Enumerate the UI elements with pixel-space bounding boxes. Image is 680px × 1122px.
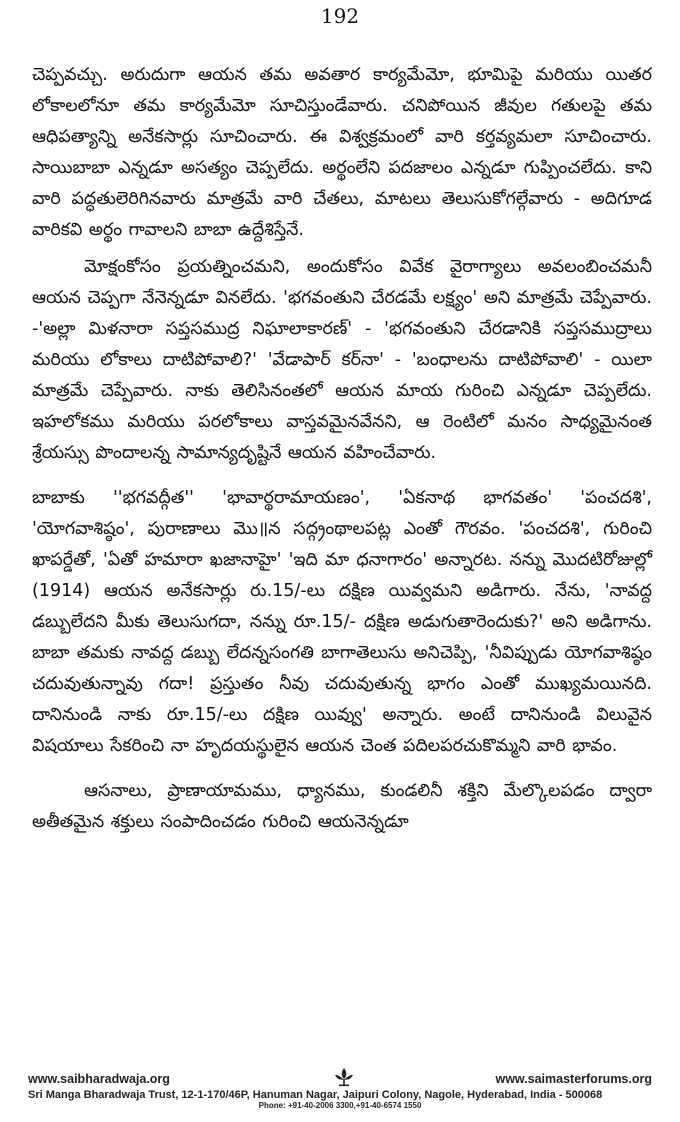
footer-website-left[interactable]: www.saibharadwaja.org [28,1072,170,1086]
footer-address: Sri Manga Bharadwaja Trust, 12-1-170/46P, Hanuman Nagar, Jaipuri Colony, Nagole, Hyderabad, India - 500068 [28,1089,603,1101]
footer-top-row [28,1072,652,1088]
footer-phone: Phone: +91-40-2006 3300,+91-40-6574 1550 [258,1101,422,1110]
paragraph-1: చెప్పవచ్చు. అరుదుగా ఆయన తమ అవతార కార్యమేమో, భూమిపై మరియు యితర లోకాలలోనూ తమ కార్యమేమో సూచిస్తుండేవారు. చనిపోయిన జీవుల గతులపై తమ ఆధిపత్యాన్ని అనేకసార్లు సూచించారు. ఈ విశ్వక్రమంలో వారి కర్తవ్యమలా సూచించారు. సాయిబాబా ఎన్నడూ అసత్యం చెప్పలేదు. అర్థంలేని పదజాలం ఎన్నడూ గుప్పించలేదు. కాని వారి పద్ధతులెరిగినవారు మాత్రమే వారి చేతలు, మాటలు తెలుసుకోగల్గేవారు - అదిగూడ వారికవి అర్థం గావాలని బాబా ఉద్దేశిస్తేనే. [32,65,652,240]
page-number: 192 [320,4,360,28]
footer-website-right[interactable]: www.saimasterforums.org [495,1072,652,1086]
paragraph-3: బాబాకు ''భగవద్గీత'' 'భావార్థరామాయణం', 'ఏకనాథ భాగవతం' 'పంచదశి', 'యోగవాశిష్ఠం', పురాణాలు మొ॥న సద్గ్రంథాలపట్ల ఎంతో గౌరవం. 'పంచదశి', గురించి ఖాపర్డేతో, 'ఏతో హమారా ఖజానాహై' 'ఇది మా ధనాగారం' అన్నారట. నన్ను మొదటిరోజుల్లో (1914) ఆయన అనేకసార్లు రు.15/-లు దక్షిణ యివ్వమని అడిగారు. నేను, 'నావద్ద డబ్బులేదని మీకు తెలుసుగదా, నన్ను రూ.15/- దక్షిణ అడుగుతారెందుకు?' అని అడిగాను. బాబా తమకు నావద్ద డబ్బు లేదన్నసంగతి బాగాతెలుసు అనిచెప్పి, 'నీవిప్పుడు యోగవాశిష్ఠం చదువుతున్నావు గదా! ప్రస్తుతం నీవు చదువుతున్న భాగం ఎంతో ముఖ్యమయినది. దానినుండి నాకు రూ.15/-లు దక్షిణ యివ్వు' అన్నారు. అంటే దానినుండి విలువైన విషయాలు సేకరించి నా హృదయస్థులైన ఆయన చెంత పదిలపరచుకొమ్మని వారి భావం. [32,488,652,756]
page-footer [28,1072,652,1110]
body-text [32,60,652,838]
paragraph-2: మోక్షంకోసం ప్రయత్నించమని, అందుకోసం వివేక వైరాగ్యాలు అవలంబించమనీ ఆయన చెప్పగా నేనెన్నడూ వినలేదు. 'భగవంతుని చేరడమే లక్ష్యం' అని మాత్రమే చెప్పేవారు. -'అల్లా మిళనారా సప్తసముద్ర నిఘాలాకారణ్' - 'భగవంతుని చేరడానికి సప్తసముద్రాలు మరియు లోకాలు దాటిపోవాలి?' 'వేడాపార్ కర్‌నా' - 'బంధాలను దాటిపోవాలి' - యిలా మాత్రమే చెప్పేవారు. నాకు తెలిసినంతలో ఆయన మాయ గురించి ఎన్నడూ చెప్పలేదు. ఇహలోకము మరియు పరలోకాలు వాస్తవమైనవేనని, ఆ రెంటిలో మనం సాధ్యమైనంత శ్రేయస్సు పొందాలన్న సామాన్యదృష్టినే ఆయన వహించేవారు. [32,257,652,463]
lotus-ornament-icon [333,1066,355,1088]
paragraph-4: ఆసనాలు, ప్రాణాయామము, ధ్యానము, కుండలినీ శక్తిని మేల్కొలపడం ద్వారా అతీతమైన శక్తులు సంపాదించడం గురించి ఆయనెన్నడూ [32,781,652,832]
